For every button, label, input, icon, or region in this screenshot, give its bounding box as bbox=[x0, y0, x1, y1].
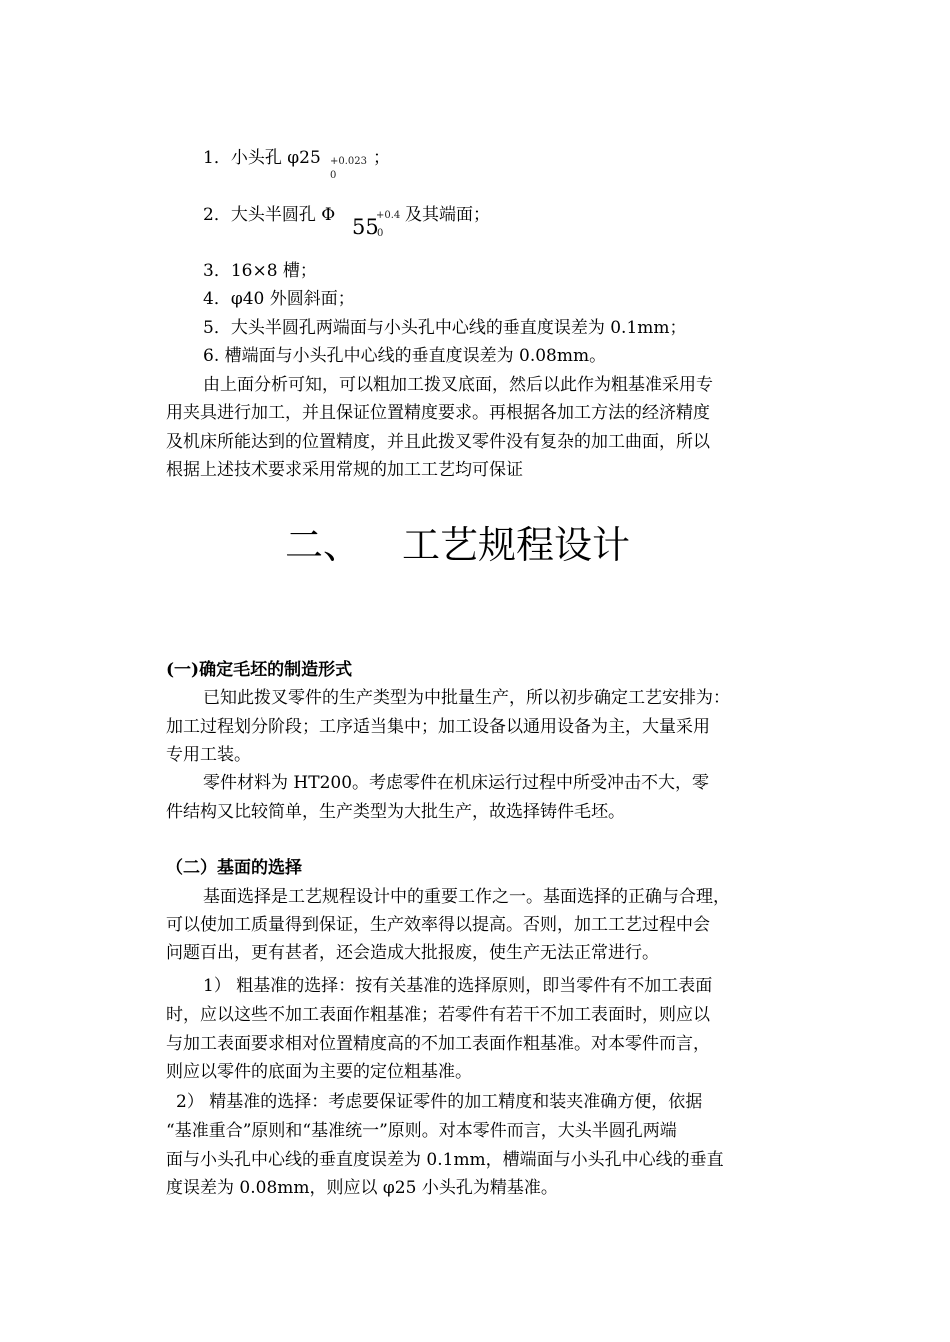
analysis-line: 及机床所能达到的位置精度，并且此拨叉零件没有复杂的加工曲面，所以 bbox=[166, 432, 710, 452]
section-1-para-1-line: 专用工装。 bbox=[166, 745, 251, 765]
item-2-diameter: 55 bbox=[352, 215, 379, 239]
section-1-title: (一)确定毛坯的制造形式 bbox=[166, 660, 353, 680]
item-1-suffix: ； bbox=[373, 148, 390, 168]
item-6: 6. 槽端面与小头孔中心线的垂直度误差为 0.08mm。 bbox=[203, 346, 607, 366]
section-2-para-3-line: 2） 精基准的选择：考虑要保证零件的加工精度和装夹准确方便，依据 bbox=[176, 1092, 703, 1112]
section-1-para-2-line: 零件材料为 HT200。考虑零件在机床运行过程中所受冲击不大，零 bbox=[203, 773, 710, 793]
section-1-para-1-line: 加工过程划分阶段；工序适当集中；加工设备以通用设备为主，大量采用 bbox=[166, 717, 710, 737]
item-2-suffix: 及其端面； bbox=[405, 205, 490, 225]
analysis-line: 用夹具进行加工，并且保证位置精度要求。再根据各加工方法的经济精度 bbox=[166, 403, 710, 423]
section-2-para-2-line: 则应以零件的底面为主要的定位粗基准。 bbox=[166, 1062, 472, 1082]
item-3: 3．16×8 槽； bbox=[203, 261, 317, 281]
item-1-text: 1．小头孔 φ25 bbox=[203, 148, 321, 168]
analysis-line: 由上面分析可知，可以粗加工拨叉底面，然后以此作为粗基准采用专 bbox=[203, 375, 713, 395]
section-2-para-1-line: 可以使加工质量得到保证，生产效率得以提高。否则，加工工艺过程中会 bbox=[166, 915, 710, 935]
section-2-para-1-line: 问题百出，更有甚者，还会造成大批报废，使生产无法正常进行。 bbox=[166, 943, 659, 963]
item-1 bbox=[203, 148, 321, 168]
section-1-para-1-line: 已知此拨叉零件的生产类型为中批量生产，所以初步确定工艺安排为： bbox=[203, 688, 730, 708]
item-4: 4．φ40 外圆斜面； bbox=[203, 289, 355, 309]
section-2-para-2-line: 时，应以这些不加工表面作粗基准；若零件有若干不加工表面时，则应以 bbox=[166, 1005, 710, 1025]
section-2-para-3-line: 度误差为 0.08mm，则应以 φ25 小头孔为精基准。 bbox=[166, 1178, 558, 1198]
item-1-tolerance-lower: 0 bbox=[330, 170, 337, 181]
item-5: 5．大头半圆孔两端面与小头孔中心线的垂直度误差为 0.1mm； bbox=[203, 318, 687, 338]
section-1-para-2-line: 件结构又比较简单，生产类型为大批生产，故选择铸件毛坯。 bbox=[166, 802, 625, 822]
section-2-para-2-line: 1） 粗基准的选择：按有关基准的选择原则，即当零件有不加工表面 bbox=[203, 976, 713, 996]
section-2-para-2-line: 与加工表面要求相对位置精度高的不加工表面作粗基准。对本零件而言， bbox=[166, 1034, 710, 1054]
item-1-tolerance-upper: +0.023 bbox=[330, 156, 368, 167]
chapter-title: 工艺规程设计 bbox=[402, 523, 631, 567]
analysis-line: 根据上述技术要求采用常规的加工工艺均可保证 bbox=[166, 460, 523, 480]
chapter-number: 二、 bbox=[285, 523, 362, 567]
section-2-para-3-line: 面与小头孔中心线的垂直度误差为 0.1mm，槽端面与小头孔中心线的垂直 bbox=[166, 1150, 724, 1170]
item-2-tolerance-upper: +0.4 bbox=[376, 210, 401, 221]
section-2-para-1-line: 基面选择是工艺规程设计中的重要工作之一。基面选择的正确与合理， bbox=[203, 887, 730, 907]
section-2-title: （二）基面的选择 bbox=[166, 858, 302, 878]
item-2-tolerance-lower: 0 bbox=[377, 228, 384, 239]
section-2-para-3-line: “基准重合”原则和“基准统一”原则。对本零件而言，大头半圆孔两端 bbox=[166, 1121, 677, 1141]
item-2: 2．大头半圆孔 Φ bbox=[203, 205, 336, 225]
